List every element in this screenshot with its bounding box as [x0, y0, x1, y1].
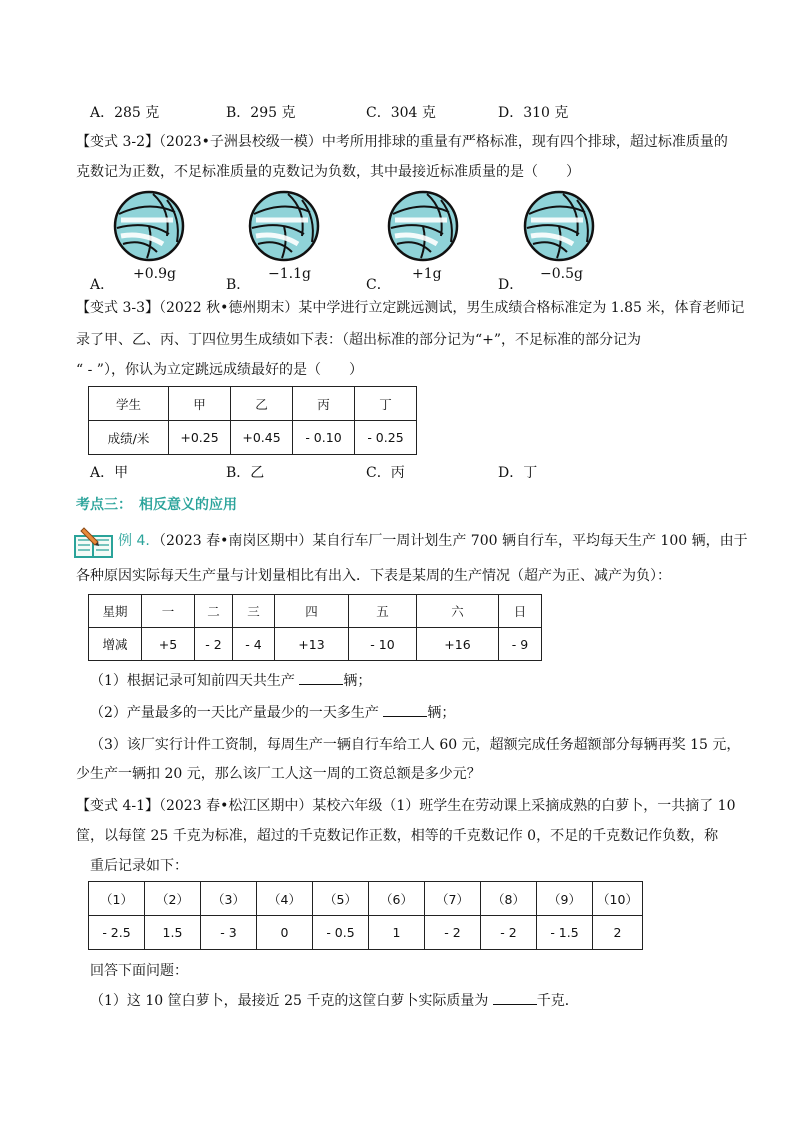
v33-option-a: A．甲	[90, 465, 129, 481]
table-header-cell: 四	[275, 595, 349, 628]
ex4-q3-line2: 少生产一辆扣 20 元，那么该厂工人这一周的工资总额是多少元？	[76, 766, 481, 782]
ex4-q3-line1: （3）该厂实行计件工资制，每周生产一辆自行车给工人 60 元，超额完成任务超额部分每辆再奖 15 元，	[90, 737, 741, 753]
table-cell: - 2	[425, 916, 481, 950]
table-cell: 增减	[89, 628, 142, 661]
option-c: C．304 克	[366, 105, 436, 121]
v33-line3: “ - ”），你认为立定跳远成绩最好的是（ ）	[76, 362, 363, 378]
table-cell: 1.5	[145, 916, 201, 950]
table-cell: - 3	[201, 916, 257, 950]
table-header-cell: 学生	[89, 387, 169, 421]
table-header-cell: 一	[142, 595, 195, 628]
table-cell: 0	[257, 916, 313, 950]
v41-q1-text: （1）这 10 筐白萝卜，最接近 25 千克的这筐白萝卜实际质量为	[90, 993, 493, 1009]
table-row	[89, 628, 542, 661]
section-heading: 考点三： 相反意义的应用	[76, 497, 237, 513]
table-cell: - 0.5	[313, 916, 369, 950]
table-header-cell: 甲	[169, 387, 231, 421]
table-cell: - 0.25	[355, 421, 417, 455]
table-cell: - 1.5	[537, 916, 593, 950]
ball-d-value: −0.5g	[540, 266, 583, 282]
table-cell: - 2	[481, 916, 537, 950]
option-a: A．285 克	[90, 105, 160, 121]
v33-line2: 录了甲、乙、丙、丁四位男生成绩如下表：（超出标准的部分记为“+”，不足标准的部分记为	[76, 332, 642, 348]
table-header-cell: （3）	[201, 882, 257, 916]
table-cell: - 2	[195, 628, 233, 661]
table-header-cell: 丙	[293, 387, 355, 421]
ex4-q1	[90, 670, 371, 690]
ball-b-value: −1.1g	[268, 266, 311, 282]
table-cell: - 4	[233, 628, 275, 661]
table-header-cell: （2）	[145, 882, 201, 916]
ball-c-letter: C．	[366, 277, 391, 293]
table-header-cell: 二	[195, 595, 233, 628]
example-label: 例 4.	[118, 533, 150, 549]
table-cell: +13	[275, 628, 349, 661]
table-cell: 1	[369, 916, 425, 950]
table-cell: 2	[593, 916, 643, 950]
table-header-cell: （8）	[481, 882, 537, 916]
table-header-cell: （5）	[313, 882, 369, 916]
v41-q1	[90, 990, 579, 1010]
ex4-line1: （2023 春•南岗区期中）某自行车厂一周计划生产 700 辆自行车，平均每天生产 100 辆，由于	[152, 533, 748, 549]
table-header-cell: 日	[499, 595, 542, 628]
long-jump-table	[88, 386, 417, 455]
table-cell: - 10	[349, 628, 417, 661]
production-table	[88, 594, 542, 661]
table-cell: - 2.5	[89, 916, 145, 950]
table-cell: +16	[417, 628, 499, 661]
table-header-cell: （4）	[257, 882, 313, 916]
volleyball-a-icon	[113, 190, 185, 262]
table-header-cell: （10）	[593, 882, 643, 916]
v33-line1: 【变式 3-3】（2022 秋•德州期末）某中学进行立定跳远测试，男生成绩合格标准定为 1.85 米，体育老师记	[76, 300, 745, 316]
table-cell: +5	[142, 628, 195, 661]
table-row	[89, 387, 417, 421]
table-cell: 成绩/米	[89, 421, 169, 455]
v41-q1-unit: 千克．	[536, 993, 579, 1009]
v41-line2: 筐，以每筐 25 千克为标准，超过的千克数记作正数，相等的千克数记作 0，不足的千克数记作负数，称	[76, 828, 719, 844]
volleyball-c-icon	[387, 190, 459, 262]
ball-c-value: +1g	[412, 266, 442, 282]
v33-option-c: C．丙	[366, 465, 405, 481]
table-row	[89, 595, 542, 628]
table-header-cell: 五	[349, 595, 417, 628]
table-header-cell: （9）	[537, 882, 593, 916]
ball-d-letter: D．	[498, 277, 524, 293]
table-cell: +0.45	[231, 421, 293, 455]
table-row	[89, 916, 643, 950]
ex4-q2-text: （2）产量最多的一天比产量最少的一天多生产	[90, 705, 384, 721]
v33-option-d: D．丁	[498, 465, 538, 481]
table-cell: +0.25	[169, 421, 231, 455]
table-header-cell: 丁	[355, 387, 417, 421]
ex4-q2-unit: 辆；	[427, 705, 456, 721]
table-header-cell: 三	[233, 595, 275, 628]
table-header-cell: （1）	[89, 882, 145, 916]
ball-a-letter: A．	[90, 277, 115, 293]
volleyball-d-icon	[523, 190, 595, 262]
answer-blank[interactable]	[493, 990, 537, 1005]
table-row	[89, 882, 643, 916]
ball-b-letter: B．	[226, 277, 251, 293]
radish-weight-table	[88, 881, 643, 950]
table-header-cell: （7）	[425, 882, 481, 916]
v41-line1: 【变式 4-1】（2023 春•松江区期中）某校六年级（1）班学生在劳动课上采摘成熟的白萝卜，一共摘了 10	[76, 798, 736, 814]
v32-line1: 【变式 3-2】（2023•子洲县校级一模）中考所用排球的重量有严格标准，现有四个排球，超过标准质量的	[76, 134, 728, 150]
answer-blank[interactable]	[299, 670, 343, 685]
ex4-q2	[90, 702, 455, 722]
v32-line2: 克数记为正数，不足标准质量的克数记为负数，其中最接近标准质量的是（ ）	[76, 164, 580, 180]
table-header-cell: 乙	[231, 387, 293, 421]
table-header-cell: 星期	[89, 595, 142, 628]
volleyball-b-icon	[248, 190, 320, 262]
table-row	[89, 421, 417, 455]
ball-a-value: +0.9g	[133, 266, 176, 282]
answer-blank[interactable]	[383, 702, 427, 717]
ex4-q1-text: （1）根据记录可知前四天共生产	[90, 673, 300, 689]
book-pencil-icon	[72, 524, 116, 560]
v41-line3: 重后记录如下：	[90, 858, 188, 874]
table-cell: - 9	[499, 628, 542, 661]
table-header-cell: 六	[417, 595, 499, 628]
option-b: B．295 克	[226, 105, 296, 121]
v33-option-b: B．乙	[226, 465, 265, 481]
table-cell: - 0.10	[293, 421, 355, 455]
ex4-line2: 各种原因实际每天生产量与计划量相比有出入．下表是某周的生产情况（超产为正、减产为负）：	[76, 568, 671, 584]
table-header-cell: （6）	[369, 882, 425, 916]
option-d: D．310 克	[498, 105, 569, 121]
answer-intro: 回答下面问题：	[90, 963, 188, 979]
ex4-q1-unit: 辆；	[343, 673, 372, 689]
